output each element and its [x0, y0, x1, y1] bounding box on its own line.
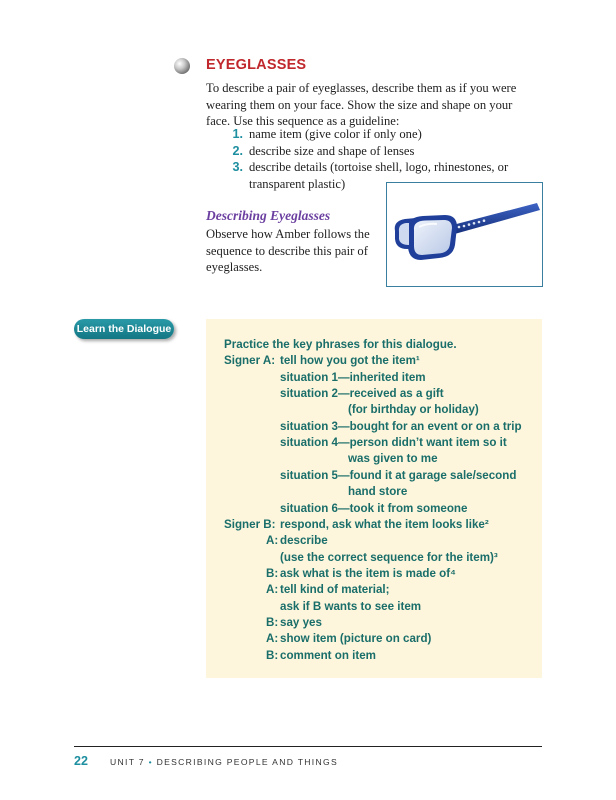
unit-label: UNIT 7 [110, 757, 145, 767]
dialogue-line: comment on item [280, 648, 376, 662]
section-title: EYEGLASSES [206, 57, 307, 73]
dialogue-intro: Practice the key phrases for this dialogue. [224, 338, 457, 351]
section-bullet-icon [174, 58, 190, 74]
step-number: 2. [232, 143, 243, 158]
situation-line: situation 3—bought for an event or on a trip [280, 419, 522, 433]
step-item [206, 143, 536, 160]
step-text: describe details (tortoise shell, logo, rhinestones, or transparent plastic) [249, 160, 509, 191]
situation-line: situation 2—received as a gift [280, 387, 444, 401]
step-number: 3. [232, 160, 243, 174]
eyeglasses-icon [387, 183, 542, 286]
dialogue-line: respond, ask what the item looks like² [280, 517, 489, 531]
step-text: describe size and shape of lenses [249, 143, 415, 158]
situation-continuation: (for birthday or holiday) [348, 403, 479, 417]
step-text: name item (give color if only one) [249, 127, 422, 141]
dialogue-line: ask if B wants to see item [280, 599, 422, 613]
running-head [110, 757, 338, 767]
speaker-label: Signer A: [224, 354, 276, 368]
example-body: Observe how Amber follows the sequence to describe this pair of eyeglasses. [206, 227, 370, 274]
step-number: 1. [232, 127, 243, 141]
situation-line: situation 1—inherited item [280, 370, 426, 384]
dialogue-line: show item (picture on card) [280, 632, 432, 646]
separator-dot: • [148, 757, 153, 767]
footer-divider [74, 746, 542, 747]
speaker-label: A: [266, 583, 279, 597]
speaker-label: A: [266, 632, 279, 646]
speaker-label: Signer B: [224, 517, 276, 531]
speaker-label: B: [266, 615, 279, 629]
learn-the-dialogue-badge: Learn the Dialogue [74, 319, 174, 339]
situation-line: situation 6—took it from someone [280, 501, 468, 515]
chapter-label: DESCRIBING PEOPLE AND THINGS [156, 757, 339, 767]
example-heading: Describing Eyeglasses [206, 208, 331, 223]
speaker-label: B: [266, 648, 279, 662]
step-item [206, 126, 536, 143]
eyeglasses-image [386, 182, 543, 287]
dialogue-line: tell how you got the item¹ [280, 354, 420, 368]
situation-line: situation 4—person didn’t want item so it [280, 436, 507, 450]
speaker-label: A: [266, 534, 279, 548]
speaker-label: B: [266, 566, 279, 580]
situation-continuation: was given to me [348, 452, 438, 466]
situation-continuation: hand store [348, 485, 408, 499]
dialogue-line: ask what is the item is made of⁴ [280, 566, 456, 580]
section-intro: To describe a pair of eyeglasses, describe them as if you were wearing them on your face. Show the size and shape on your face. Use this sequence as a guideline: [206, 81, 517, 128]
situation-line: situation 5—found it at garage sale/second [280, 468, 517, 482]
page-number: 22 [74, 754, 88, 768]
dialogue-line: describe [280, 534, 328, 548]
dialogue-line: tell kind of material; [280, 583, 390, 597]
dialogue-line: (use the correct sequence for the item)³ [280, 550, 498, 564]
dialogue-line: say yes [280, 615, 322, 629]
